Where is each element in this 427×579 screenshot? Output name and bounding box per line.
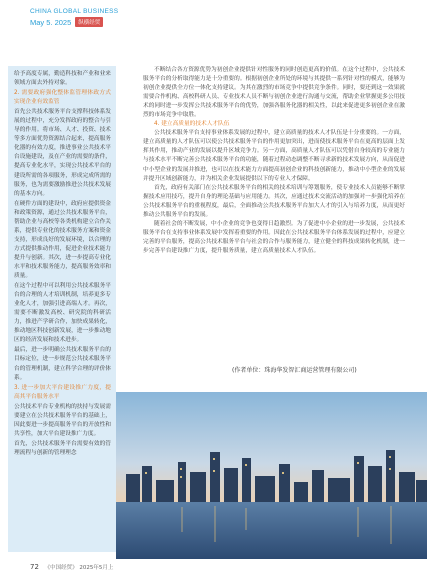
section-heading: 2. 需要政府强化整体监管理体政方式实现企业有效监管 bbox=[14, 90, 111, 106]
issue-date: May 5. 2025 bbox=[30, 17, 72, 27]
left-column bbox=[8, 66, 116, 552]
paragraph: 不断结合各方资源优势为初创企业提供针对性服务的同时创造更高的价值。在这个过程中，公共技术服务平台的分析取得能力是十分重要的。根据初创企业所处的环境与其提供一系列针对性的模式，能够为初创企业提供全方位一体化支持建议。为其在激烈的市场竞争中提供竞争条件。同时，要还到这一效果就需要合作机构、高校科研人员、专业技术人员不断与初创企业进行沟通与交流，帮助企业掌握更多公用技术的同时进一步发挥公共技术服务平台的优势，加强各服务化器的相关性，以此来促进更多初创企业在激烈的市场竞争中取胜。 bbox=[143, 67, 405, 119]
city-skyline-photo bbox=[116, 392, 427, 559]
paragraph: 公共技术平台专业机构的扶持与发展需要建立在公共技术服务平台的基础上，因此要进一步提高服务平台的开放性和共享性，加大平台建设推广力度。 bbox=[14, 403, 111, 437]
paragraph: 给予高度专属，勤造科技和产业和业来领域方面去外持对象。 bbox=[14, 71, 111, 87]
page-number: 72 bbox=[30, 563, 39, 571]
paragraph: 最后，进一步明确公共技术服务平台的目标定位，进一步规范公共技术服务平台的管理机制，建立科学合理的评价体系。 bbox=[14, 347, 111, 381]
issue-info: 《中国经贸》 2025年5月上 bbox=[44, 565, 114, 571]
paragraph: 首先，公共技术服务平台需要有效的管理流程与创新的管理理念 bbox=[14, 440, 111, 456]
paragraph: 在硬件方面的建设中，政府应提供资金和政策资源，通过公共技术服务平台，帮助企业与高校等各类机构建立合作关系，提供专业化的技术服务方案和资金支持，形成良好的发展环境，以合理的方式提供推动作用，促进企业技术能力提升与创新。其次，进一步提高专业化水平和技术服务能力，提高服务效率和质量。 bbox=[14, 200, 111, 280]
paragraph: 公共技术服务平台支持事业体系发展的过程中，建立高质量的技术人才队伍是十分重要的。一方面，建立高质量的人才队伍可以使公共技术服务平台的作用更加突出，进而使技术服务平台在更高的层面上发挥其作用，推动产业的发展以提升区域竞争力。另一方面，高质量人才队伍可以凭借自身较高的专业能力与技术水平不断完善公共技术服务平台的功能，随着过程动态调整不断寻求新的技术发展方向，从而促进中小型企业的发展并推进，也可以在技术能力方面提高初创企业的科技创新能力，推动中小型企业的发展并提升区域创新能力，并为相关企业发展提供以下的专业人才保障。 bbox=[143, 130, 405, 182]
paragraph: 随着社会的不断发展，中小企业的竞争也变得日趋激烈。为了促进中小企业的进一步发展，公共技术服务平台在支持事业体系发展中发挥着重要的作用。因此在公共技术服务平台体系发展的过程中，应建立完善的平台服务，提高公共技术服务平台与社会的合作与服务能力，建立健全的科技成果转化机制，进一步完善平台建设推广力度，提升服务质量，建立高质量技术人才队伍。 bbox=[143, 220, 405, 254]
section-badge: 纵横经贸 bbox=[75, 17, 103, 27]
author-affiliation: (作者单位：珠海华发智汇商运营管理有限公司) bbox=[232, 367, 357, 374]
header-date-row bbox=[30, 17, 118, 27]
river bbox=[116, 502, 427, 559]
paragraph: 首先公共技术服务平台支撑科技体系发展的过程中，充分发挥政府的整合与引导的作用。将市场、人才、投资、技术等多方面优势资源结合起来，提高服务化器的有效力度，推进事业公共技术平台设施建设，及在产业的需要的条件，提高专业化水平，实现公共技术平台的建设所需的各项服务，形成完成所需的服务，也为需要激励推进公共技术发展的基本方向。 bbox=[14, 109, 111, 197]
skyline-image bbox=[116, 392, 427, 559]
right-column bbox=[143, 66, 405, 256]
paragraph: 在这个过程中可以利用公共技术服务平台的合理的人才培训机制，培养更多专业化人才，加强引进高端人才。再次，需要不断激发高校、研究院的科研活力，推进产学研合作，加快成果转化，推动地区科技创新发展，进一步推动地区的经济发展和技术进步。 bbox=[14, 283, 111, 344]
journal-name: CHINA GLOBAL BUSINESS bbox=[30, 8, 119, 15]
section-heading: 3. 进一步加大平台建设推广力度，提高其平台服务水平 bbox=[14, 384, 111, 400]
paragraph: 首先，政府有关部门在公共技术服务平台的相关的技术培训与筹划服务，使专业技术人员能够不断掌握技术应用技巧，提升自身的理论基础与应用能力。其次，应通过技术交流活动的加强对一步强化培养在公共技术服务平台的重视程度，最后，全面推动公共技术服务平台加大人才的引入与培养力度，从而更好推动公共服务平台的发展。 bbox=[143, 184, 405, 218]
page-header bbox=[30, 8, 118, 27]
section-heading: 4. 建立高质量的技术人才队伍 bbox=[154, 121, 230, 128]
page-footer bbox=[30, 563, 113, 571]
